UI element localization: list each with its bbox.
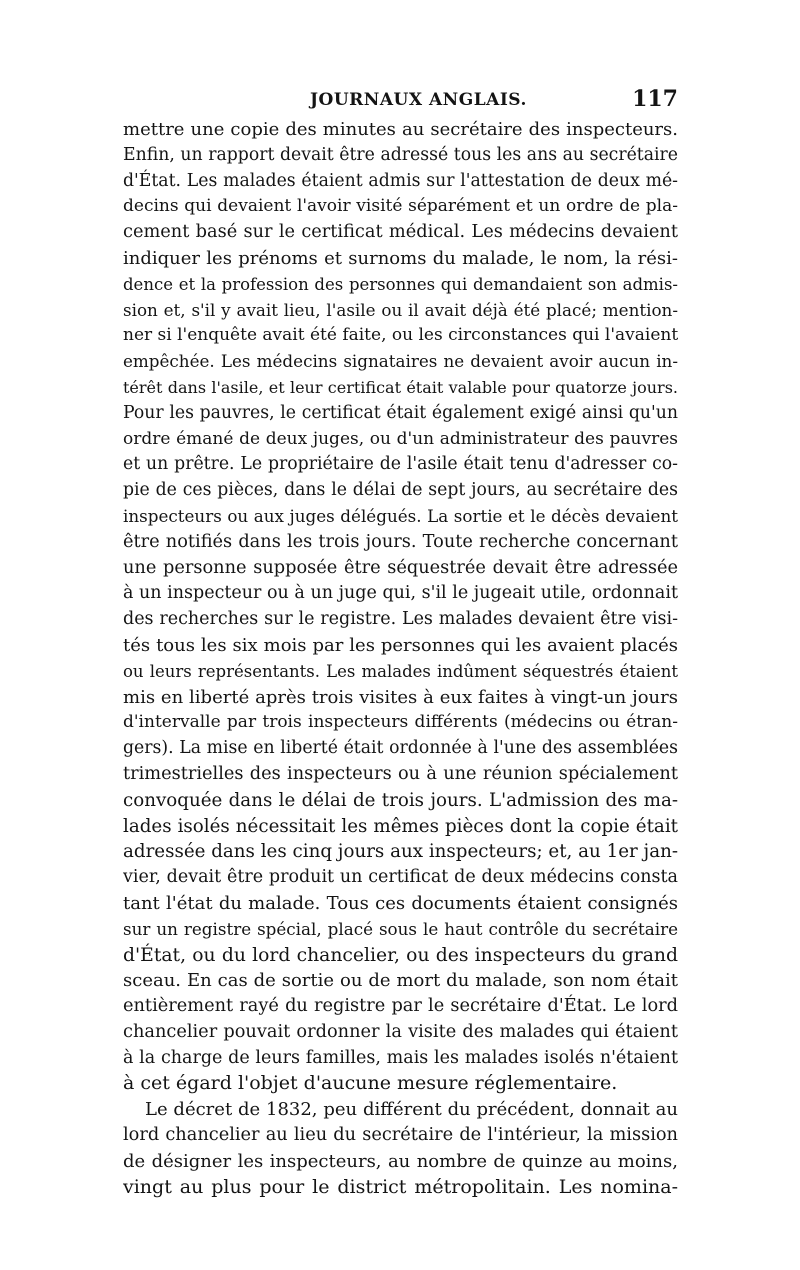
text-line: convoquée dans le délai de trois jours. L'admission des ma- xyxy=(123,789,678,811)
paragraph xyxy=(123,1097,678,1200)
text-line: des recherches sur le registre. Les malades devaient être visi- xyxy=(123,609,678,630)
text-line: être notifiés dans les trois jours. Toute recherche concernant xyxy=(123,531,678,552)
running-head xyxy=(123,86,678,120)
text-line: une personne supposée être séquestrée devait être adressée xyxy=(123,557,678,578)
text-line: ner si l'enquête avait été faite, ou les circonstances qui l'avaient xyxy=(123,325,678,346)
text-line: à un inspecteur ou à un juge qui, s'il le jugeait utile, ordonnait xyxy=(123,583,678,604)
text-line: decins qui devaient l'avoir visité séparément et un ordre de pla- xyxy=(123,196,678,217)
text-line: vingt au plus pour le district métropolitain. Les nomina- xyxy=(123,1175,678,1198)
text-line: sur un registre spécial, placé sous le haut contrôle du secrétaire xyxy=(123,918,678,939)
text-line: lades isolés nécessitait les mêmes pièces dont la copie était xyxy=(123,815,678,837)
text-line: lord chancelier au lieu du secrétaire de l'intérieur, la mission xyxy=(123,1125,678,1146)
text-line: entièrement rayé du registre par le secrétaire d'État. Le lord xyxy=(123,996,678,1017)
page-number: 117 xyxy=(632,86,678,112)
body-text xyxy=(123,117,678,1200)
text-line: dence et la profession des personnes qui demandaient son admis- xyxy=(123,274,678,294)
text-line: sion et, s'il y avait lieu, l'asile ou il avait déjà été placé; mention- xyxy=(123,299,678,320)
text-line: d'État, ou du lord chancelier, ou des inspecteurs du grand xyxy=(123,944,678,966)
running-title: JOURNAUX ANGLAIS. xyxy=(310,90,527,110)
text-line: cement basé sur le certificat médical. Les médecins devaient xyxy=(123,222,678,243)
text-line: Pour les pauvres, le certificat était également exigé ainsi qu'un xyxy=(123,402,678,423)
text-line: pie de ces pièces, dans le délai de sept jours, au secrétaire des xyxy=(123,480,678,501)
text-line: et un prêtre. Le propriétaire de l'asile était tenu d'adresser co- xyxy=(123,454,678,475)
text-line: tant l'état du malade. Tous ces documents étaient consignés xyxy=(123,892,678,914)
text-line: à cet égard l'objet d'aucune mesure réglementaire. xyxy=(123,1072,618,1095)
text-line: vier, devait être produit un certificat de deux médecins consta xyxy=(123,867,678,888)
text-line: gers). La mise en liberté était ordonnée à l'une des assemblées xyxy=(123,738,678,759)
text-line: inspecteurs ou aux juges délégués. La sortie et le décès devaient xyxy=(123,505,678,526)
text-line: empêchée. Les médecins signataires ne devaient avoir aucun in- xyxy=(123,351,678,372)
text-line: chancelier pouvait ordonner la visite des malades qui étaient xyxy=(123,1021,678,1042)
text-line: de désigner les inspecteurs, au nombre de quinze au moins, xyxy=(123,1150,678,1172)
text-line: ordre émané de deux juges, ou d'un administrateur des pauvres xyxy=(123,428,678,449)
text-line: indiquer les prénoms et surnoms du malade, le nom, la rési- xyxy=(123,247,678,269)
text-line: à la charge de leurs familles, mais les malades isolés n'étaient xyxy=(123,1047,678,1068)
text-line: mettre une copie des minutes au secrétaire des inspecteurs. xyxy=(123,119,678,140)
text-line: tés tous les six mois par les personnes qui les avaient placés xyxy=(123,634,678,656)
text-line: adressée dans les cinq jours aux inspecteurs; et, au 1er jan- xyxy=(123,841,678,863)
text-line: Le décret de 1832, peu différent du précédent, donnait au xyxy=(145,1099,678,1121)
text-line: Enfin, un rapport devait être adressé tous les ans au secrétaire xyxy=(123,144,678,165)
text-line: d'intervalle par trois inspecteurs différents (médecins ou étran- xyxy=(123,712,678,733)
text-line: ou leurs représentants. Les malades indûment séquestrés étaient xyxy=(123,661,678,681)
paragraph xyxy=(123,117,678,1097)
text-line: d'État. Les malades étaient admis sur l'attestation de deux mé- xyxy=(123,170,678,191)
text-line: trimestrielles des inspecteurs ou à une réunion spécialement xyxy=(123,763,678,784)
text-line: sceau. En cas de sortie ou de mort du malade, son nom était xyxy=(123,970,678,992)
text-line: mis en liberté après trois visites à eux faites à vingt-un jours xyxy=(123,686,678,708)
text-line: térêt dans l'asile, et leur certificat était valable pour quatorze jours. xyxy=(123,377,678,397)
